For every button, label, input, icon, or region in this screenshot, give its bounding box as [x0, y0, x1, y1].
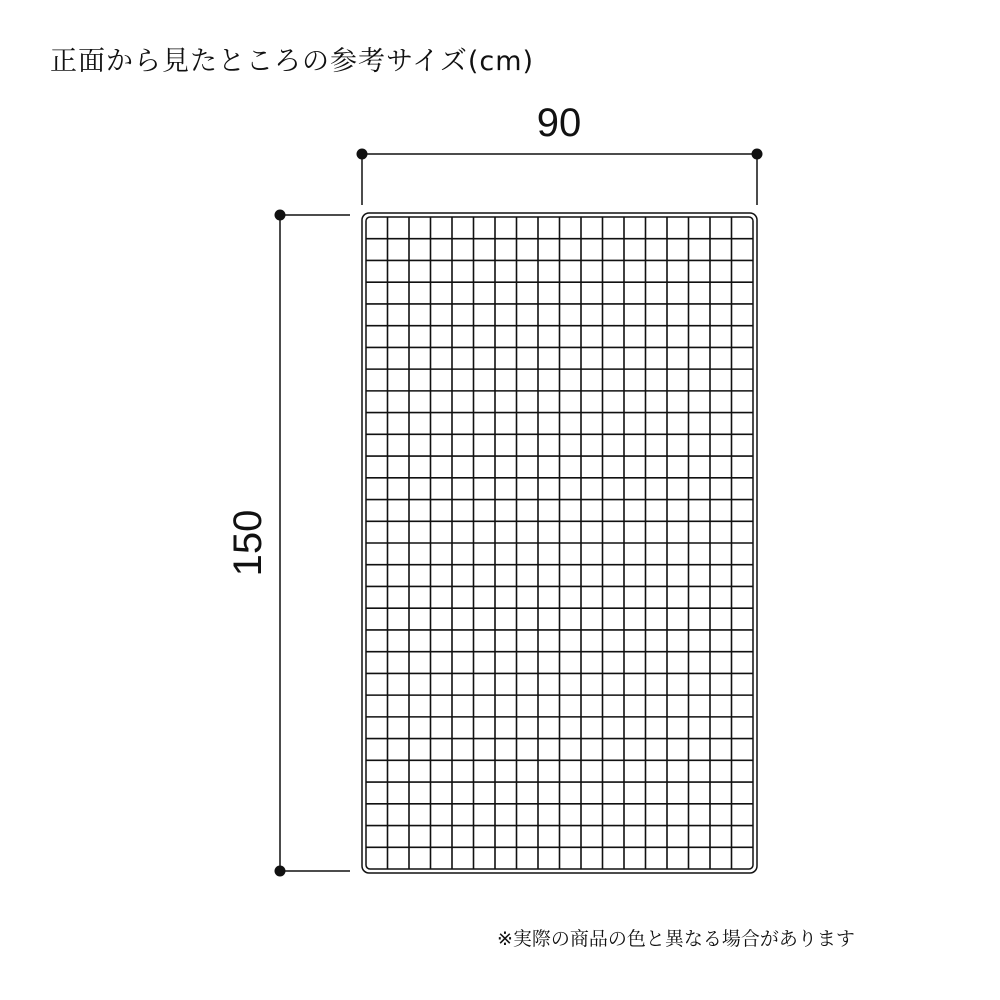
page-title: 正面から見たところの参考サイズ(cm): [50, 46, 535, 77]
width-endpoint-right: [752, 149, 763, 160]
height-dimension: [226, 210, 350, 877]
height-endpoint-top: [275, 210, 286, 221]
mesh-grid: [366, 217, 753, 869]
color-disclaimer-note: ※実際の商品の色と異なる場合があります: [497, 928, 855, 950]
height-label: 150: [226, 509, 270, 577]
width-dimension: [357, 101, 763, 205]
height-endpoint-bottom: [275, 866, 286, 877]
width-endpoint-left: [357, 149, 368, 160]
width-label: 90: [536, 101, 582, 145]
mesh-panel: [362, 213, 757, 873]
